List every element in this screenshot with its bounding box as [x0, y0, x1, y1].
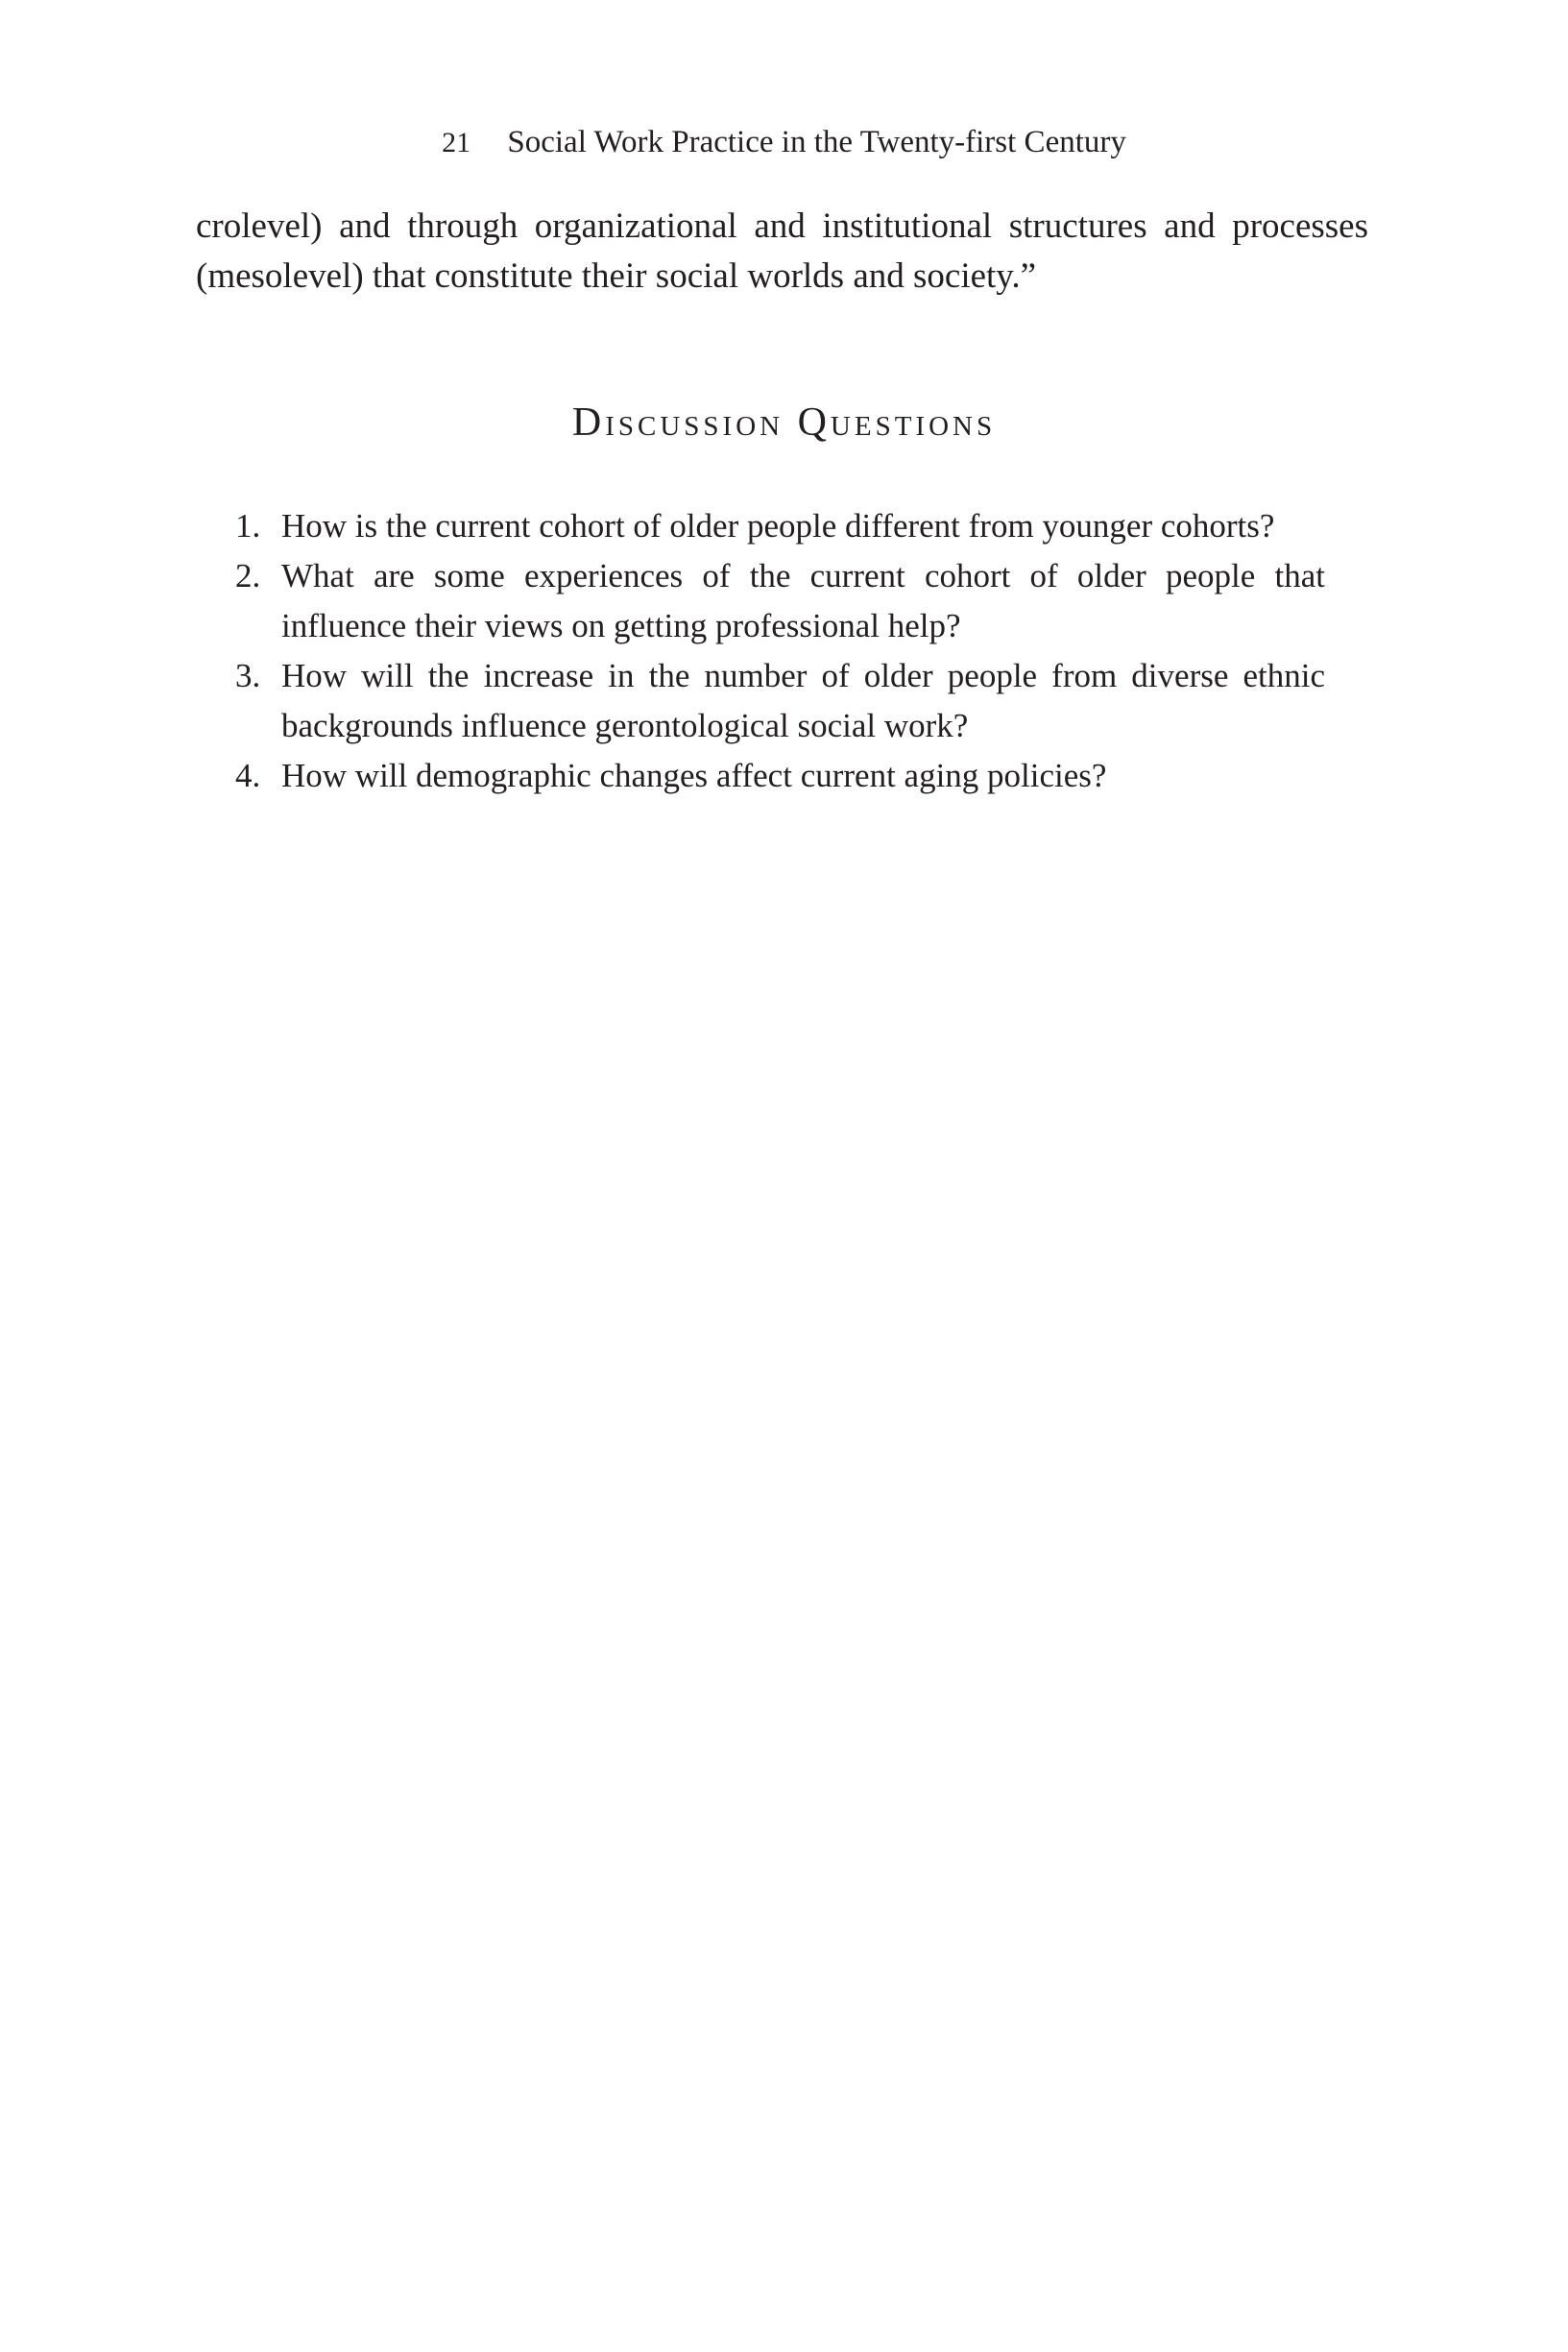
question-text: What are some experiences of the current cohort of older people that influence their views on getting professional help? — [281, 557, 1325, 644]
question-item — [235, 551, 1325, 651]
question-number: 4. — [235, 757, 261, 794]
question-item — [235, 501, 1325, 551]
question-item — [235, 651, 1325, 751]
body-paragraph: crolevel) and through organizational and institutional structures and processes (mesolevel) that constitute their social worlds and society.” — [196, 206, 1368, 296]
question-text: How will demographic changes affect current aging policies? — [281, 757, 1107, 794]
running-head — [0, 123, 1568, 162]
question-text: How is the current cohort of older people different from younger cohorts? — [281, 507, 1275, 545]
question-text: How will the increase in the number of older people from diverse ethnic backgrounds influence gerontological social work? — [281, 657, 1325, 744]
discussion-questions-list — [235, 501, 1325, 801]
question-number: 2. — [235, 557, 261, 594]
page-number: 21 — [442, 127, 471, 158]
question-item — [235, 751, 1325, 801]
question-number: 1. — [235, 507, 261, 545]
running-title: Social Work Practice in the Twenty-first Century — [507, 125, 1126, 159]
section-heading: Discussion Questions — [571, 400, 997, 445]
question-number: 3. — [235, 657, 261, 694]
